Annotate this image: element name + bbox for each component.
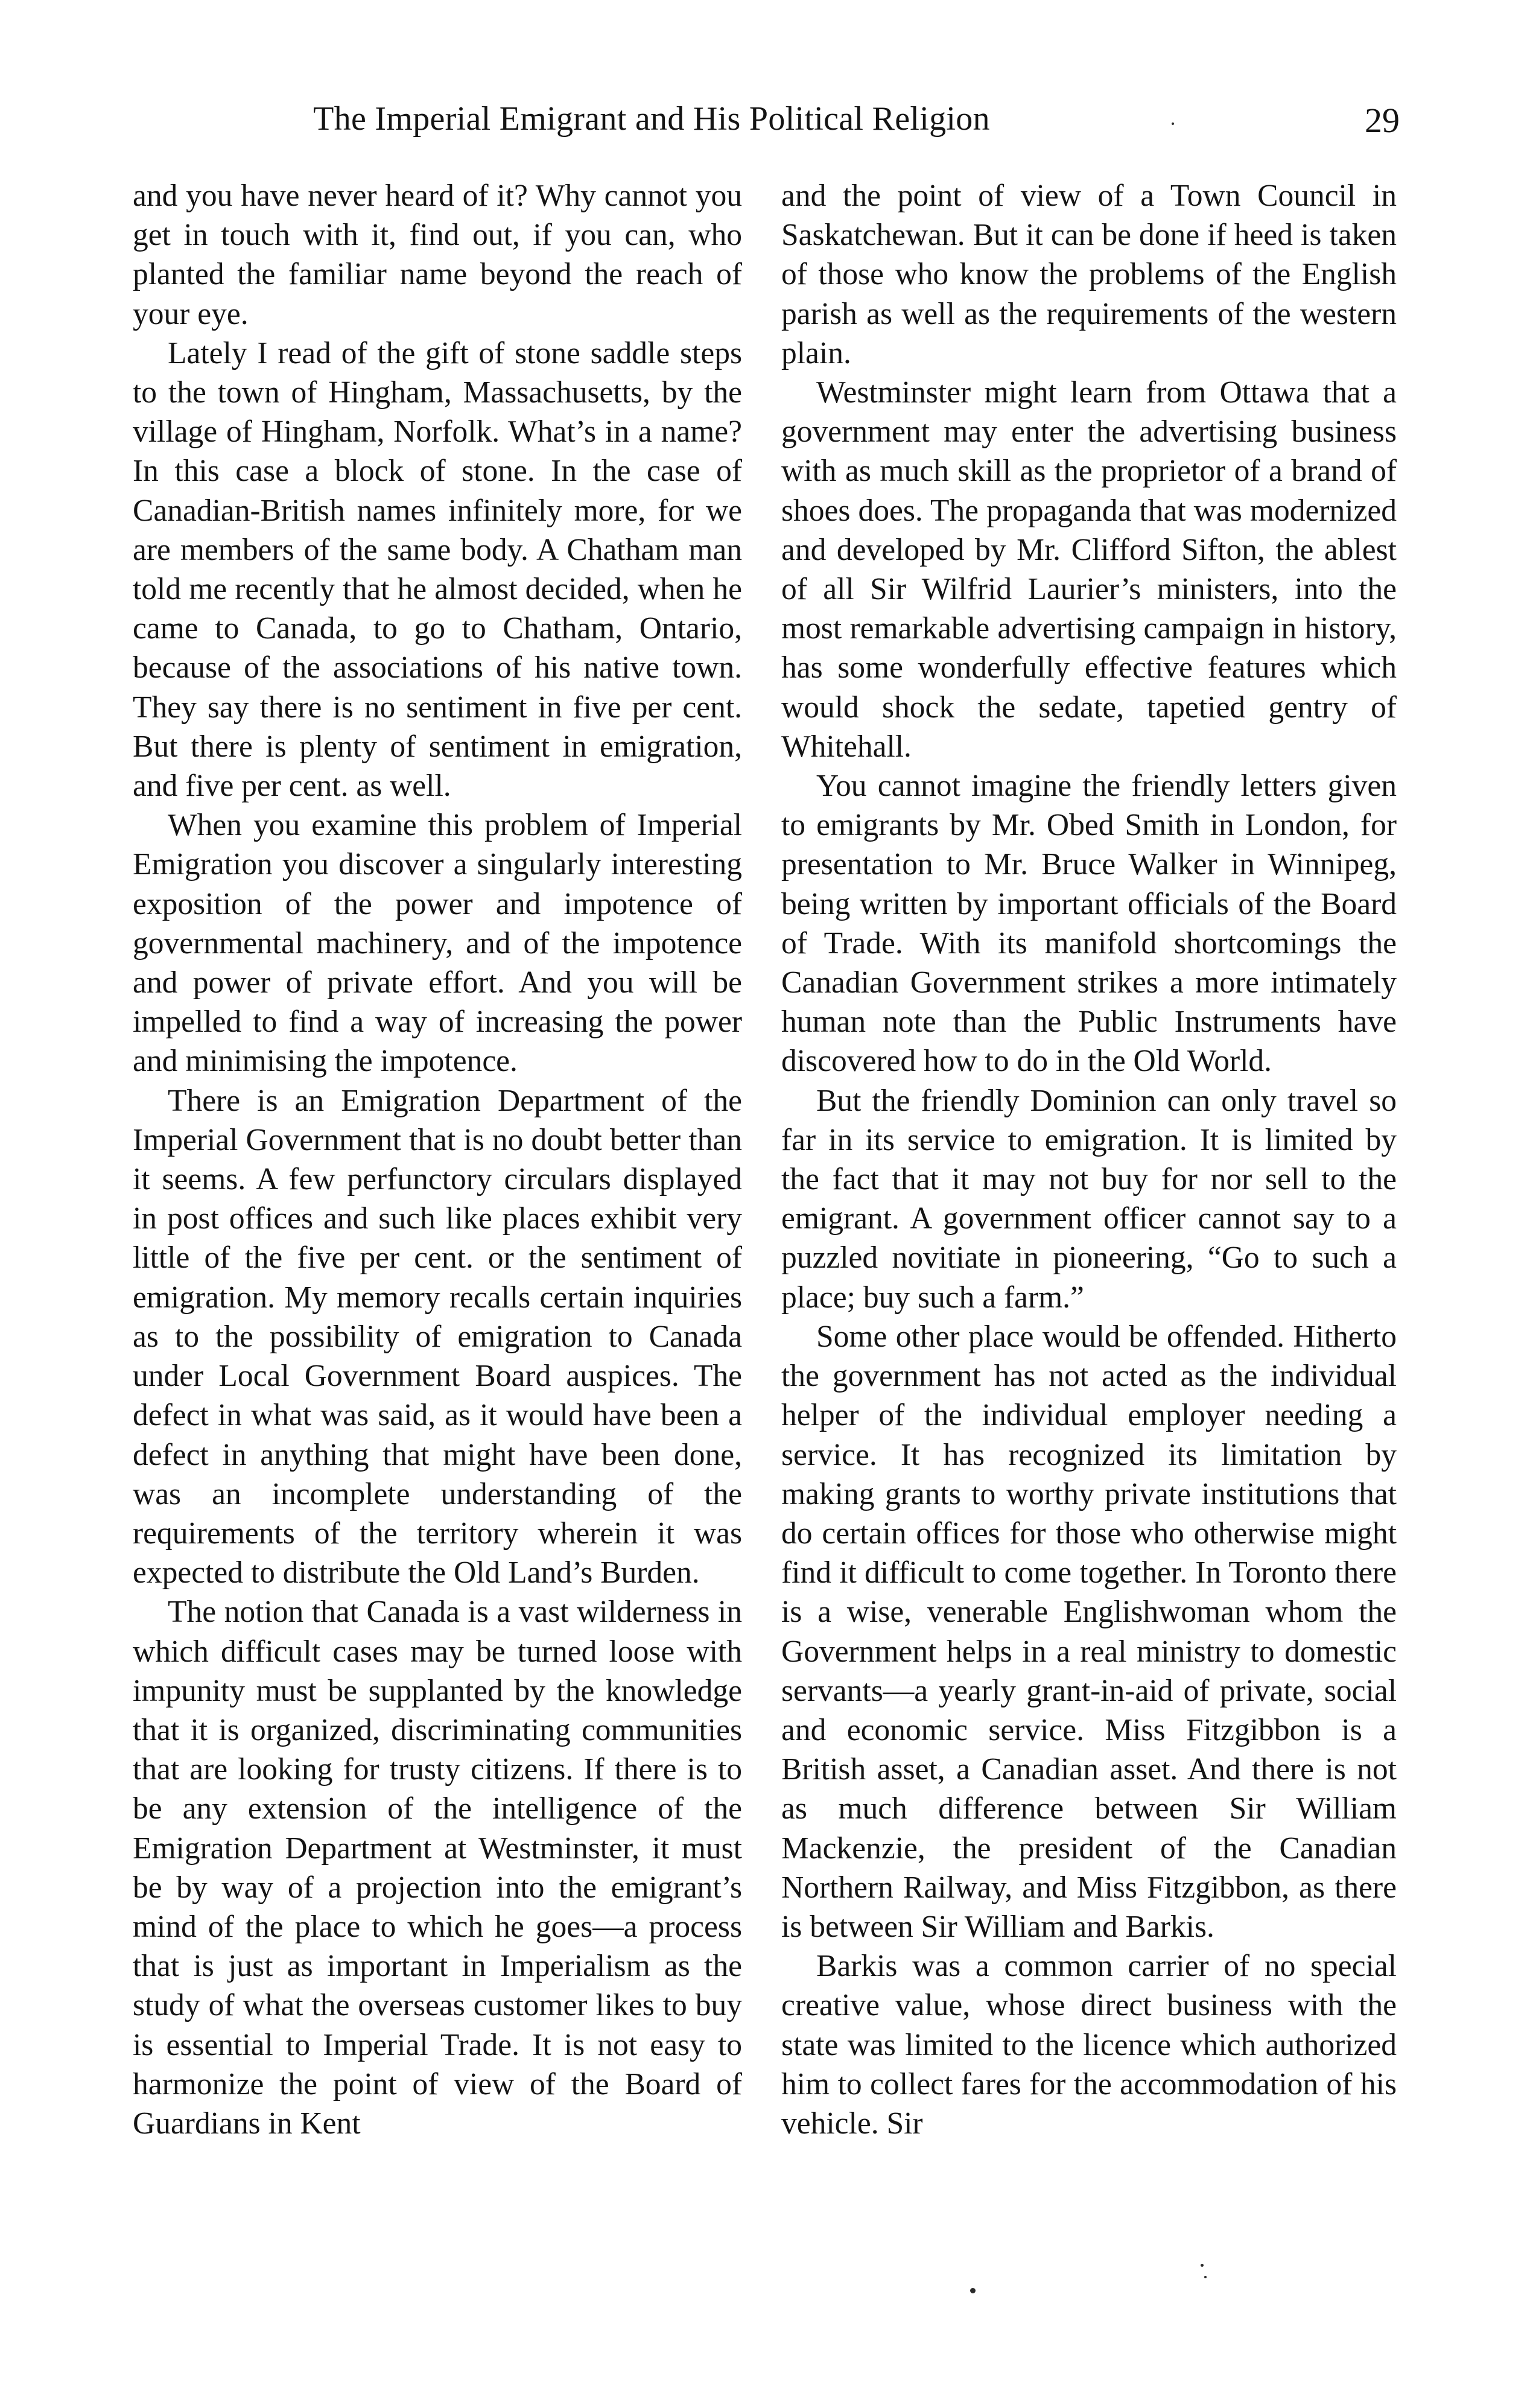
page-number: 29: [1365, 101, 1400, 140]
right-column: [781, 176, 1397, 2143]
scan-speck: [1201, 2264, 1204, 2267]
paragraph: Some other place would be offended. Hitherto the government has not acted as the individual helper of the individual employer needing a service. It has recognized its limitation by making grants to worthy private institutions that do certain offices for those who otherwise might find it difficult to come together. In Toronto there is a wise, venerable Englishwoman whom the Government helps in a real ministry to domestic servants—a yearly grant-in-aid of private, social and economic service. Miss Fitzgibbon is a British asset, a Canadian asset. And there is not as much difference between Sir William Mackenzie, the president of the Canadian Northern Railway, and Miss Fitzgibbon, as there is between Sir William and Barkis.: [781, 1319, 1397, 1944]
paragraph: There is an Emigration Department of the Imperial Government that is no doubt better than it seems. A few perfunctory circulars displayed in post offices and such like places exhibit very little of the five per cent. or the sentiment of emigration. My memory recalls certain inquiries as to the possibility of emigration to Canada under Local Government Board auspices. The defect in what was said, as it would have been a defect in anything that might have been done, was an incomplete understanding of the requirements of the territory wherein it was expected to distribute the Old Land’s Burden.: [133, 1083, 742, 1590]
paragraph: Barkis was a common carrier of no special creative value, whose direct business with the state was limited to the licence which authorized him to collect fares for the accommodation of his vehicle. Sir: [781, 1949, 1397, 2141]
paragraph: Westminster might learn from Ottawa that a government may enter the advertising business with as much skill as the proprietor of a brand of shoes does. The propaganda that was modernized and developed by Mr. Clifford Sifton, the ablest of all Sir Wilfrid Laurier’s ministers, into the most remarkable advertising campaign in history, has some wonderfully effective features which would shock the sedate, tapetied gentry of Whitehall.: [781, 375, 1397, 764]
running-title: The Imperial Emigrant and His Political Religion: [313, 100, 990, 138]
paragraph: But the friendly Dominion can only travel so far in its service to emigration. It is limited by the fact that it may not buy for nor sell to the emigrant. A government officer cannot say to a puzzled novitiate in pioneering, “Go to such a place; buy such a farm.”: [781, 1083, 1397, 1315]
scan-speck: [1172, 122, 1174, 125]
paragraph: The notion that Canada is a vast wilderness in which difficult cases may be turned loose with impunity must be supplanted by the knowledge that it is organized, discriminating communities that are looking for trusty citizens. If there is to be any extension of the intelligence of the Emigration Department at Westminster, it must be by way of a projection into the emigrant’s mind of the place to which he goes—a process that is just as important in Imperialism as the study of what the overseas customer likes to buy is essential to Imperial Trade. It is not easy to harmonize the point of view of the Board of Guardians in Kent: [133, 1595, 742, 2141]
paragraph: When you examine this problem of Imperial Emigration you discover a singularly interesting exposition of the power and impotence of governmental machinery, and of the impotence and power of private effort. And you will be impelled to find a way of increasing the power and minimising the impotence.: [133, 808, 742, 1079]
left-column: [133, 176, 742, 2143]
scan-speck: [1204, 2276, 1207, 2278]
paragraph: You cannot imagine the friendly letters given to emigrants by Mr. Obed Smith in London, for presentation to Mr. Bruce Walker in Winnipeg, being written by important officials of the Board of Trade. With its manifold shortcomings the Canadian Government strikes a more intimately human note than the Public Instruments have discovered how to do in the Old World.: [781, 769, 1397, 1079]
running-head: [133, 92, 1400, 146]
paragraph: and the point of view of a Town Council in Saskatchewan. But it can be done if heed is taken of those who know the problems of the English parish as well as the requirements of the western plain.: [781, 179, 1397, 370]
paragraph: Lately I read of the gift of stone saddle steps to the town of Hingham, Massachusetts, by the village of Hingham, Norfolk. What’s in a name? In this case a block of stone. In the case of Canadian-British names infinitely more, for we are members of the same body. A Chatham man told me recently that he almost decided, when he came to Canada, to go to Chatham, Ontario, because of the associations of his native town. They say there is no sentiment in five per cent. But there is plenty of sentiment in emigration, and five per cent. as well.: [133, 335, 742, 804]
scan-speck: [970, 2288, 976, 2293]
paragraph: and you have never heard of it? Why cannot you get in touch with it, find out, if you can, who planted the familiar name beyond the reach of your eye.: [133, 179, 742, 331]
